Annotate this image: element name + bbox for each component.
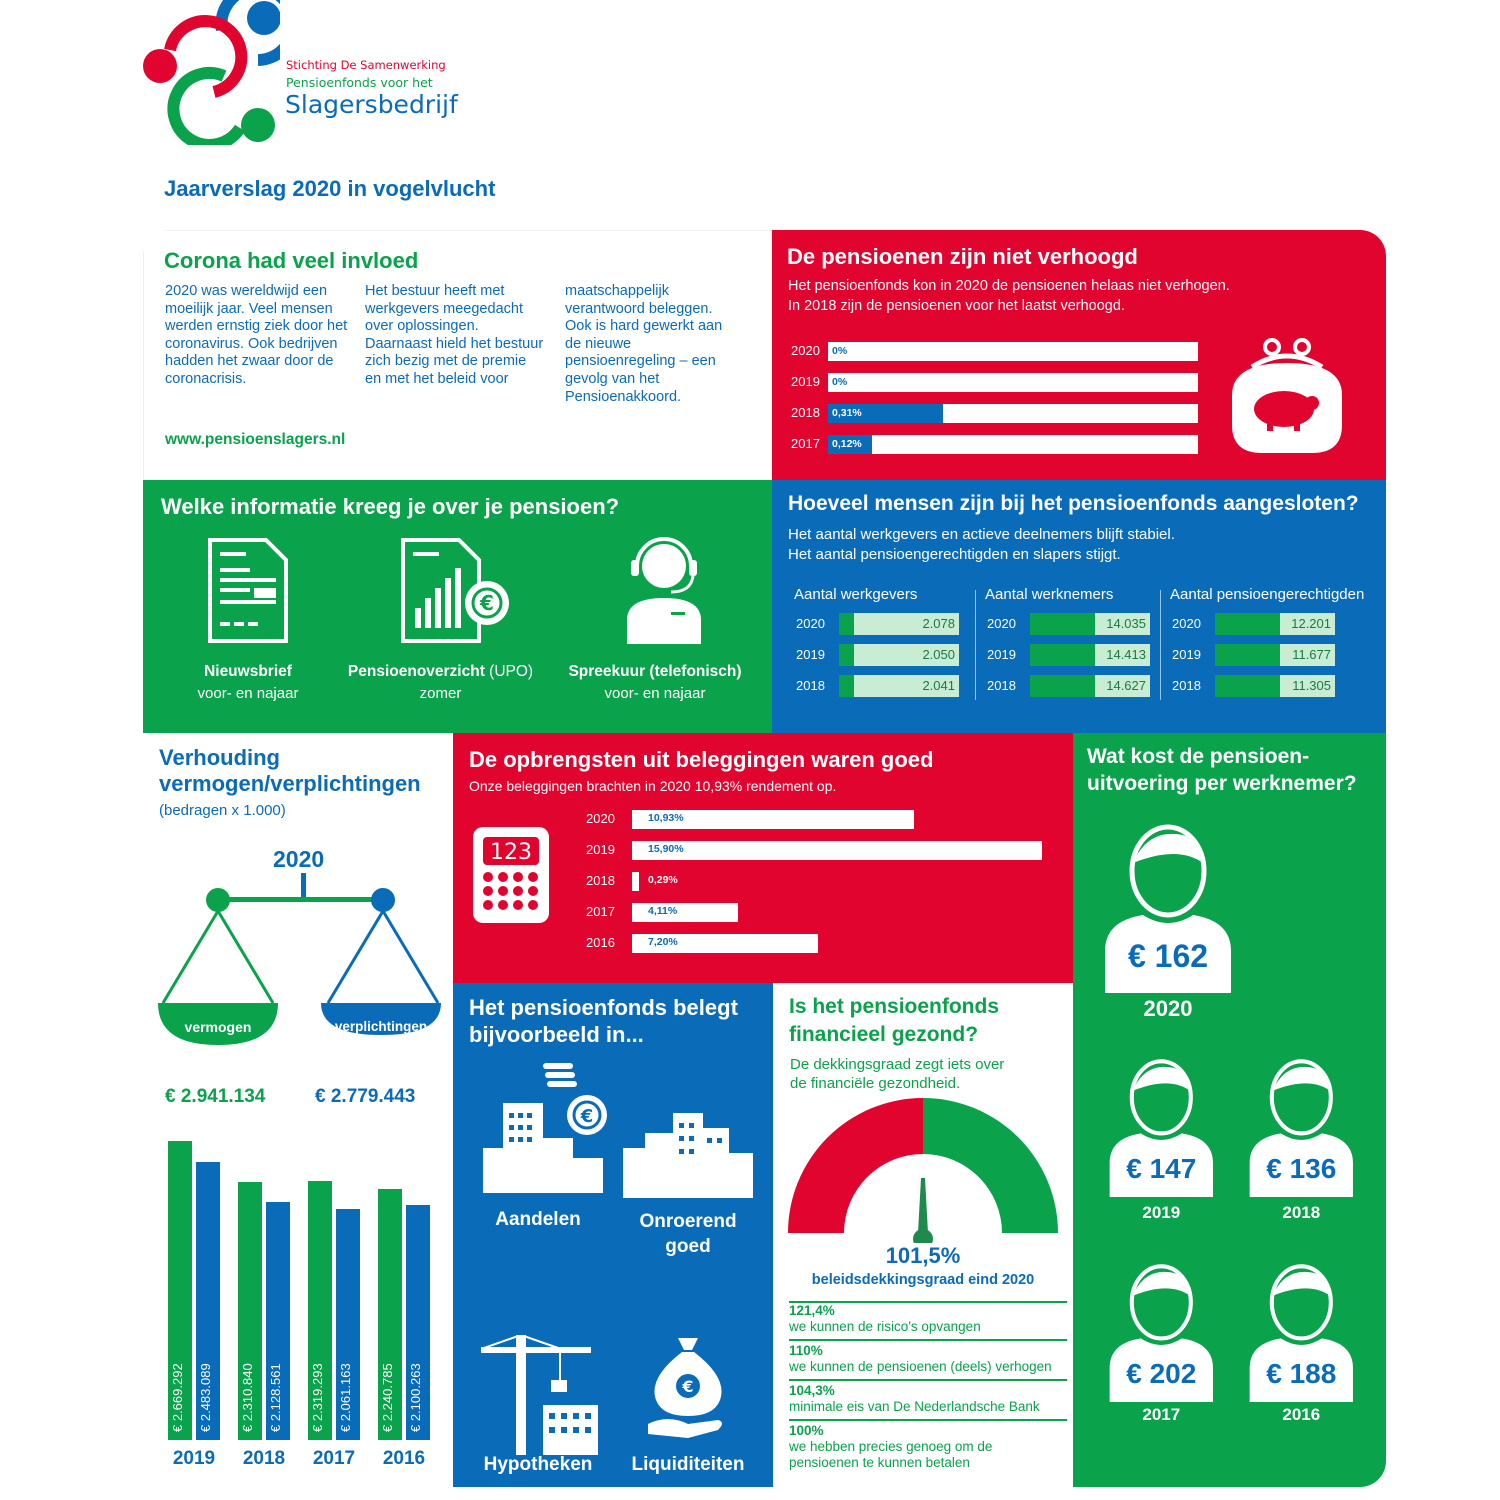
- returns-panel: [453, 733, 1073, 983]
- members-row-value: 12.201: [1280, 613, 1335, 635]
- coverage-value-label: beleidsdekkingsgraad eind 2020: [811, 1272, 1035, 1288]
- returns-bar-year: 2017: [586, 904, 615, 919]
- scale-right-label: verplichtingen: [334, 1019, 428, 1034]
- cost-panel: [1073, 733, 1386, 1487]
- calculator-icon: [471, 825, 551, 925]
- indexation-bar-year: 2017: [791, 436, 820, 451]
- returns-title: De opbrengsten uit beleggingen waren goed: [469, 747, 934, 772]
- cost-amount: € 147: [1126, 1152, 1197, 1184]
- ratio-sub: (bedragen x 1.000): [159, 802, 286, 819]
- ratio-panel: [143, 733, 453, 1487]
- indexation-bar-track: [828, 373, 1198, 392]
- cost-people: [1073, 733, 1386, 1487]
- returns-bar: [632, 872, 639, 891]
- cost-year: 2016: [1282, 1405, 1321, 1424]
- health-text-1: De dekkingsgraad zegt iets over: [790, 1056, 1005, 1073]
- indexation-bar-label: 0%: [832, 345, 848, 357]
- members-row-value: 14.035: [1095, 613, 1150, 635]
- logo: [140, 0, 460, 145]
- members-group-label: Aantal werknemers: [985, 586, 1114, 603]
- ratio-bar-category: 2016: [382, 1448, 426, 1469]
- info-item-consult-sub: voor- en najaar: [604, 685, 706, 702]
- indexation-title: De pensioenen zijn niet verhoogd: [787, 244, 1138, 269]
- health-panel: [773, 983, 1073, 1487]
- cost-year: 2018: [1282, 1203, 1321, 1222]
- info-item-newsletter-sub: voor- en najaar: [197, 685, 299, 702]
- indexation-bar-label: 0,31%: [832, 407, 862, 419]
- members-row-value: 14.627: [1095, 675, 1150, 697]
- members-panel: [772, 480, 1386, 733]
- ratio-title-1: Verhouding: [159, 745, 280, 770]
- real-estate-icon: [623, 1108, 753, 1198]
- coverage-value: 101,5%: [885, 1243, 961, 1268]
- members-row-value: 2.078: [854, 613, 959, 635]
- corona-title: Corona had veel invloed: [164, 248, 419, 273]
- calculator-display: 123: [490, 840, 532, 865]
- ratio-bar-label: € 2.061.163: [338, 1363, 353, 1432]
- indexation-bar-label: 0,12%: [832, 438, 862, 450]
- members-group-label: Aantal werkgevers: [794, 586, 918, 603]
- members-row-value: 11.677: [1280, 644, 1335, 666]
- indexation-bar-year: 2018: [791, 405, 820, 420]
- corona-panel: [143, 230, 772, 480]
- infographic-frame: [143, 230, 1386, 1487]
- indexation-bar-track: [828, 435, 1198, 454]
- ratio-bar-label: € 2.128.561: [268, 1363, 283, 1432]
- info-panel: [143, 480, 772, 733]
- coverage-level-pct: 104,3%: [789, 1383, 835, 1398]
- cost-year: 2019: [1142, 1203, 1181, 1222]
- coverage-level-divider: [789, 1419, 1067, 1421]
- members-row-year: 2020: [987, 616, 1016, 631]
- pension-overview-icon: [401, 538, 511, 643]
- coverage-level-desc: minimale eis van De Nederlandsche Bank: [789, 1399, 1040, 1414]
- logo-line1: Stichting De Samenwerking: [286, 58, 446, 72]
- invest-panel: [453, 983, 773, 1487]
- returns-text: Onze beleggingen brachten in 2020 10,93% rendement op.: [469, 778, 837, 794]
- coverage-level-desc: we hebben precies genoeg om de pensioenen te kunnen betalen: [789, 1439, 993, 1470]
- returns-bar-label: 4,11%: [648, 905, 678, 917]
- indexation-bar-year: 2019: [791, 374, 820, 389]
- cost-amount: € 202: [1126, 1357, 1197, 1389]
- members-row-year: 2018: [796, 678, 825, 693]
- cost-amount: € 162: [1127, 937, 1209, 974]
- logo-mark: [140, 0, 280, 145]
- svg-text:€: €: [682, 1377, 694, 1396]
- returns-bar-label: 10,93%: [648, 812, 684, 824]
- members-row-year: 2019: [1172, 647, 1201, 662]
- ratio-bar-label: € 2.483.089: [198, 1363, 213, 1432]
- members-row-year: 2018: [987, 678, 1016, 693]
- cost-title-1: Wat kost de pensioen-: [1087, 745, 1310, 768]
- ratio-bar-label: € 2.100.263: [408, 1363, 423, 1432]
- newsletter-icon: [208, 538, 288, 643]
- health-title-1: Is het pensioenfonds: [789, 995, 1000, 1018]
- svg-text:€: €: [480, 591, 494, 615]
- scale-icon: [148, 873, 448, 1073]
- invest-title-2: bijvoorbeeld in...: [469, 1022, 644, 1047]
- coverage-gauge: [788, 1098, 1058, 1243]
- ratio-bar-label: € 2.669.292: [170, 1363, 185, 1432]
- info-item-upo: [338, 663, 543, 702]
- corona-col3: maatschappelijk verantwoord beleggen. Ook is hard gewerkt aan de nieuwe pensioenregeling – een gevolg van het Pensioenakkoord.: [565, 283, 723, 405]
- stocks-icon: [483, 1063, 613, 1198]
- ratio-bar-category: 2018: [242, 1448, 286, 1469]
- indexation-text1: Het pensioenfonds kon in 2020 de pensioenen helaas niet verhogen.: [788, 278, 1230, 294]
- ratio-bar-chart: [143, 1128, 453, 1478]
- returns-bar-year: 2019: [586, 842, 615, 857]
- ratio-bar-category: 2019: [172, 1448, 216, 1469]
- corona-col1: 2020 was wereldwijd een moeilijk jaar. Veel mensen werden ernstig ziek door het coronavirus. Ook bedrijven hadden het zwaar door de coronacrisis.: [165, 283, 348, 387]
- members-groups: [772, 586, 1386, 726]
- invest-item-liquidity: Liquiditeiten: [631, 1454, 745, 1475]
- scale-right-value: € 2.779.443: [315, 1086, 416, 1107]
- coverage-level-pct: 121,4%: [789, 1303, 835, 1318]
- logo-line2: Pensioenfonds voor het: [286, 75, 433, 90]
- indexation-bar-year: 2020: [791, 343, 820, 358]
- liquidity-moneybag-icon: [648, 1338, 728, 1438]
- members-row-year: 2018: [1172, 678, 1201, 693]
- coverage-level-desc: we kunnen de risico's opvangen: [789, 1319, 981, 1334]
- returns-bar-label: 15,90%: [648, 843, 684, 855]
- returns-bar-year: 2020: [586, 811, 615, 826]
- page-title: Jaarverslag 2020 in vogelvlucht: [164, 176, 496, 201]
- ratio-bar-label: € 2.310.840: [240, 1363, 255, 1432]
- ratio-bar-label: € 2.319.293: [310, 1363, 325, 1432]
- invest-title-1: Het pensioenfonds belegt: [469, 995, 738, 1020]
- cost-amount: € 188: [1266, 1357, 1337, 1389]
- coverage-level-pct: 110%: [789, 1343, 823, 1358]
- ratio-bar-label: € 2.240.785: [380, 1363, 395, 1432]
- indexation-panel: [772, 230, 1386, 480]
- returns-bar-year: 2018: [586, 873, 615, 888]
- info-item-newsletter-name: Nieuwsbrief: [204, 663, 292, 680]
- headset-icon: [619, 532, 709, 644]
- indexation-bars: [772, 342, 1212, 462]
- cost-title-2: uitvoering per werknemer?: [1087, 772, 1357, 795]
- invest-item-mortgages: Hypotheken: [483, 1454, 593, 1475]
- members-text2: Het aantal pensioengerechtigden en slapers stijgt.: [788, 546, 1121, 563]
- members-row-year: 2019: [987, 647, 1016, 662]
- info-item-newsletter: [173, 663, 323, 702]
- corona-col2: Het bestuur heeft met werkgevers meegedacht over oplossingen. Daarnaast hield het bestuur zich bezig met de premie en met het beleid voor: [365, 283, 544, 387]
- cost-year: 2017: [1142, 1405, 1181, 1424]
- coverage-level-desc: we kunnen de pensioenen (deels) verhogen: [789, 1359, 1052, 1374]
- members-row-year: 2020: [1172, 616, 1201, 631]
- coverage-level-pct: 100%: [789, 1423, 824, 1438]
- coverage-level-divider: [789, 1379, 1067, 1381]
- members-divider: [975, 590, 976, 700]
- indexation-bar-track: [828, 342, 1198, 361]
- info-item-upo-name: Pensioenoverzicht: [347, 663, 485, 680]
- scale-left-label: vermogen: [184, 1019, 252, 1035]
- coverage-level-divider: [789, 1339, 1067, 1341]
- ratio-title-2: vermogen/verplichtingen: [159, 771, 421, 796]
- returns-bar-label: 0,29%: [648, 874, 678, 886]
- invest-item-realestate: Onroerend goed: [639, 1211, 737, 1257]
- cost-amount: € 136: [1266, 1152, 1337, 1184]
- members-row-value: 11.305: [1280, 675, 1335, 697]
- returns-bars: [578, 810, 1058, 975]
- members-row-year: 2019: [796, 647, 825, 662]
- returns-bar-year: 2016: [586, 935, 615, 950]
- members-title: Hoeveel mensen zijn bij het pensioenfonds aangesloten?: [788, 492, 1359, 515]
- svg-text:€: €: [580, 1106, 594, 1127]
- cost-year: 2020: [1143, 996, 1193, 1021]
- indexation-text2: In 2018 zijn de pensioenen voor het laatst verhoogd.: [788, 298, 1125, 314]
- members-group-label: Aantal pensioengerechtigden: [1170, 586, 1365, 603]
- corona-link[interactable]: www.pensioenslagers.nl: [165, 431, 346, 448]
- info-item-upo-suffix: (UPO): [484, 663, 534, 680]
- health-title-2: financieel gezond?: [789, 1023, 979, 1046]
- members-divider: [1160, 590, 1161, 700]
- returns-bar-label: 7,20%: [648, 936, 678, 948]
- scale-left-value: € 2.941.134: [165, 1086, 266, 1107]
- indexation-bar-label: 0%: [832, 376, 848, 388]
- mortgage-crane-icon: [481, 1335, 601, 1455]
- members-text1: Het aantal werkgevers en actieve deelnemers blijft stabiel.: [788, 526, 1175, 543]
- coverage-levels: [789, 1301, 1067, 1481]
- returns-bar: [632, 841, 1042, 860]
- invest-item-stocks: Aandelen: [495, 1209, 581, 1230]
- info-item-consult-name: Spreekuur (telefonisch): [568, 663, 742, 680]
- members-row-value: 14.413: [1095, 644, 1150, 666]
- logo-line3: Slagersbedrijf: [285, 90, 458, 119]
- purse-icon: [1212, 335, 1362, 455]
- members-row-year: 2020: [796, 616, 825, 631]
- info-item-consult: [555, 663, 755, 702]
- info-title: Welke informatie kreeg je over je pensioen?: [161, 494, 620, 519]
- members-row-value: 2.050: [854, 644, 959, 666]
- ratio-year: 2020: [273, 846, 325, 872]
- ratio-bar-category: 2017: [312, 1448, 356, 1469]
- info-item-upo-sub: zomer: [419, 685, 462, 702]
- members-row-value: 2.041: [854, 675, 959, 697]
- health-text-2: de financiële gezondheid.: [790, 1075, 961, 1092]
